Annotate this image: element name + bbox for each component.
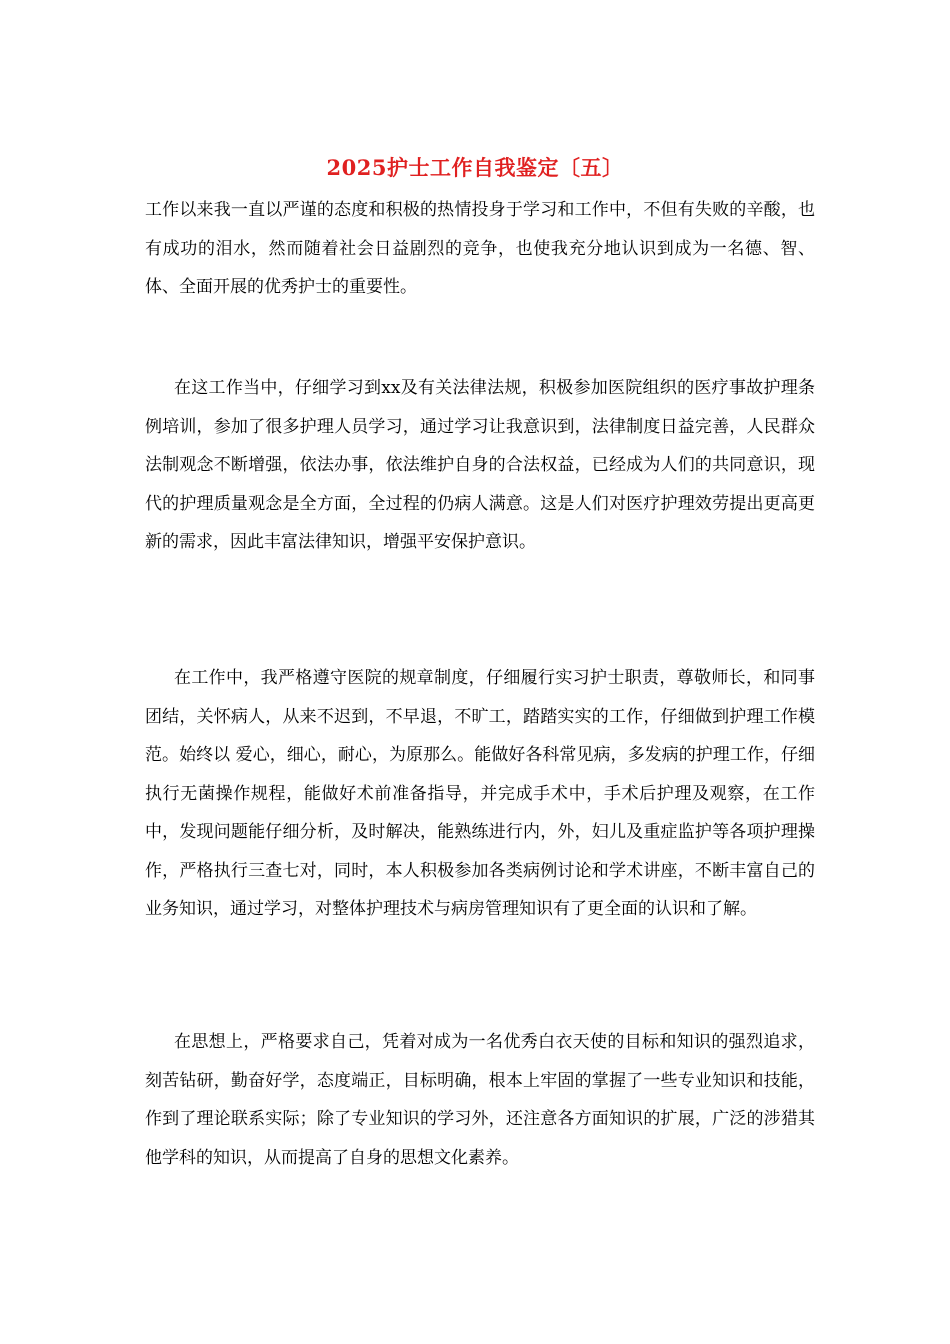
paragraph-law-study: 在这工作当中，仔细学习到xx及有关法律法规，积极参加医院组织的医疗事故护理条例培训，参加了很多护理人员学习，通过学习让我意识到，法律制度日益完善，人民群众法制观念不断增强，依法办事，依法维护自身的合法权益，已经成为人们的共同意识，现代的护理质量观念是全方面，全过程的仍病人满意。这是人们对医疗护理效劳提出更高更新的需求，因此丰富法律知识，增强平安保护意识。 [145,378,815,552]
paragraph-thought: 在思想上，严格要求自己，凭着对成为一名优秀白衣天使的目标和知识的强烈追求，刻苦钻研，勤奋好学，态度端正，目标明确，根本上牢固的掌握了一些专业知识和技能，作到了理论联系实际；除了专业知识的学习外，还注意各方面知识的扩展，广泛的涉猎其他学科的知识，从而提高了自身的思想文化素养。 [145,1032,815,1168]
document-title: 2025护士工作自我鉴定〔五〕 [326,155,624,180]
paragraph-work: 在工作中，我严格遵守医院的规章制度，仔细履行实习护士职责，尊敬师长，和同事团结，关怀病人，从来不迟到，不早退，不旷工，踏踏实实的工作，仔细做到护理工作模范。始终以 爱心，细心，耐心，为原那么。能做好各科常见病，多发病的护理工作，仔细执行无菌操作规程，能做好术前准备指导，并完成手术中，手术后护理及观察，在工作中，发现问题能仔细分析，及时解决，能熟练进行内，外，妇儿及重症监护等各项护理操作，严格执行三查七对，同时，本人积极参加各类病例讨论和学术讲座，不断丰富自己的业务知识，通过学习，对整体护理技术与病房管理知识有了更全面的认识和了解。 [145,668,815,919]
paragraph-intro: 工作以来我一直以严谨的态度和积极的热情投身于学习和工作中，不但有失败的辛酸，也有成功的泪水，然而随着社会日益剧烈的竞争，也使我充分地认识到成为一名德、智、体、全面开展的优秀护士的重要性。 [145,200,815,297]
